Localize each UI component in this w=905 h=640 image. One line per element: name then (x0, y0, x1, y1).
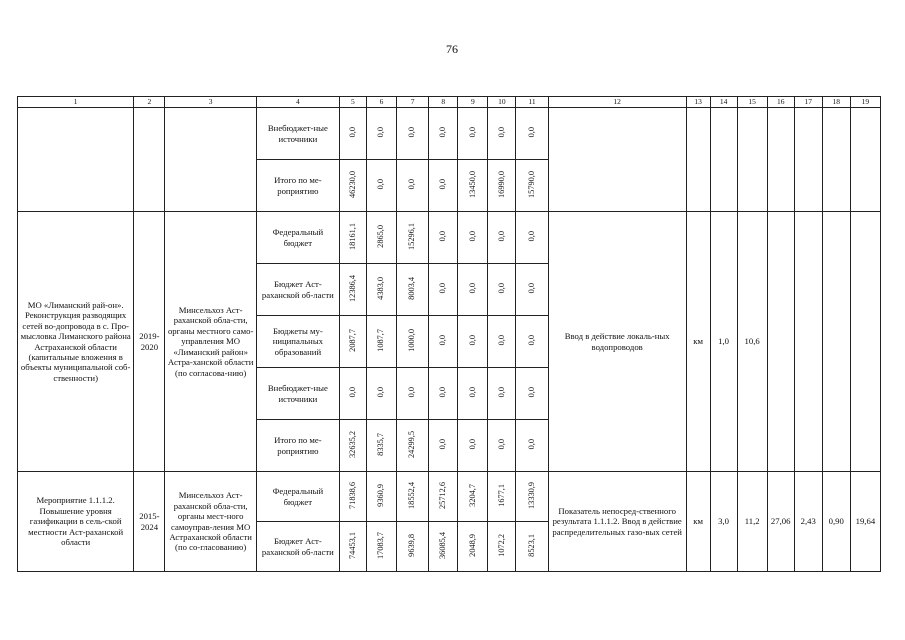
value-cell (366, 368, 396, 420)
target-value-cell: 2,43 (794, 472, 822, 572)
value-text: 18552,4 (407, 481, 417, 509)
value-cell (458, 212, 488, 264)
value-cell (516, 264, 548, 316)
value-text: 0,0 (526, 231, 536, 242)
value-cell (366, 108, 396, 160)
value-text: 74453,1 (347, 531, 357, 559)
table-body (18, 97, 881, 572)
value-cell (516, 160, 548, 212)
col-header: 18 (822, 97, 850, 108)
value-cell (339, 160, 366, 212)
table-row (18, 212, 881, 264)
value-text: 2087,7 (347, 328, 357, 352)
value-text: 0,0 (526, 283, 536, 294)
target-value-cell (794, 108, 822, 212)
executor-cell: Минсельхоз Аст-раханской обла-сти, органы мест-ного самоуправ-ления МО Астраханской области (по со-гласованию) (165, 472, 256, 572)
value-cell (339, 368, 366, 420)
value-text: 0,0 (438, 335, 448, 346)
value-text: 0,0 (496, 127, 506, 138)
value-cell (516, 522, 548, 572)
col-header: 11 (516, 97, 548, 108)
column-number-row (18, 97, 881, 108)
value-cell (397, 264, 429, 316)
value-text: 0,0 (407, 127, 417, 138)
source-label: Федеральный бюджет (256, 472, 339, 522)
object-cell: МО «Лиманский рай-он». Реконструкция разводящих сетей во-допровода в с. Про-мысловка Лиманского района Астраханской области (капитальные вложения в объекты муниципальной соб-ственности) (18, 212, 134, 472)
col-header: 16 (767, 97, 794, 108)
value-cell (488, 160, 516, 212)
table-row (18, 472, 881, 522)
target-value-cell (822, 108, 850, 212)
col-header: 6 (366, 97, 396, 108)
value-text: 0,0 (526, 335, 536, 346)
col-header: 3 (165, 97, 256, 108)
target-value-cell (767, 108, 794, 212)
value-cell (488, 316, 516, 368)
value-text: 0,0 (467, 283, 477, 294)
value-cell (397, 368, 429, 420)
value-text: 0,0 (347, 387, 357, 398)
source-label: Бюджеты му-ниципальных образований (256, 316, 339, 368)
target-value-cell (850, 212, 880, 472)
value-cell (488, 522, 516, 572)
value-cell (397, 420, 429, 472)
value-cell (339, 472, 366, 522)
value-cell (366, 420, 396, 472)
value-cell (488, 108, 516, 160)
value-cell (516, 316, 548, 368)
target-value-cell (710, 108, 737, 212)
col-header: 12 (548, 97, 686, 108)
value-cell (458, 522, 488, 572)
source-label: Бюджет Аст-раханской об-ласти (256, 522, 339, 572)
value-text: 0,0 (467, 335, 477, 346)
value-text: 8335,7 (376, 432, 386, 456)
value-cell (397, 160, 429, 212)
unit-cell: км (686, 212, 710, 472)
value-text: 0,0 (347, 127, 357, 138)
value-text: 0,0 (438, 231, 448, 242)
value-cell (458, 264, 488, 316)
value-text: 0,0 (438, 179, 448, 190)
value-text: 0,0 (438, 439, 448, 450)
period-cell: 2019-2020 (134, 212, 165, 472)
col-header: 10 (488, 97, 516, 108)
value-text: 2865,0 (376, 224, 386, 248)
value-text: 36085,4 (438, 531, 448, 559)
value-text: 17083,7 (376, 531, 386, 559)
value-text: 0,0 (526, 439, 536, 450)
value-cell (458, 420, 488, 472)
value-cell (366, 160, 396, 212)
target-value-cell (767, 212, 794, 472)
executor-cell: Минсельхоз Аст-раханской обла-сти, органы местного само-управления МО «Лиманский район» Астра-ханской области (по согласова-нию) (165, 212, 256, 472)
value-cell (366, 316, 396, 368)
value-cell (339, 108, 366, 160)
value-cell (429, 316, 458, 368)
page-number: 76 (446, 42, 458, 56)
value-text: 71838,6 (347, 481, 357, 509)
value-text: 15296,1 (407, 222, 417, 250)
value-text: 15790,0 (526, 170, 536, 198)
value-text: 0,0 (438, 127, 448, 138)
value-text: 0,0 (438, 283, 448, 294)
source-label: Внебюджет-ные источники (256, 368, 339, 420)
value-text: 13450,0 (467, 170, 477, 198)
period-cell: 2015-2024 (134, 472, 165, 572)
source-label: Бюджет Аст-раханской об-ласти (256, 264, 339, 316)
indicator-cell (548, 108, 686, 212)
source-label: Итого по ме-роприятию (256, 420, 339, 472)
value-cell (429, 522, 458, 572)
value-text: 0,0 (496, 387, 506, 398)
period-cell (134, 108, 165, 212)
value-cell (397, 108, 429, 160)
table-row (18, 108, 881, 160)
value-cell (339, 316, 366, 368)
value-cell (397, 212, 429, 264)
target-value-cell (794, 212, 822, 472)
target-value-cell: 0,90 (822, 472, 850, 572)
value-cell (458, 316, 488, 368)
value-text: 3204,7 (467, 483, 477, 507)
value-text: 1087,7 (376, 328, 386, 352)
value-cell (488, 212, 516, 264)
value-text: 32635,2 (347, 430, 357, 458)
value-cell (397, 316, 429, 368)
value-cell (366, 212, 396, 264)
value-text: 1677,1 (496, 483, 506, 507)
value-text: 0,0 (496, 231, 506, 242)
value-text: 0,0 (407, 387, 417, 398)
value-cell (516, 420, 548, 472)
value-cell (516, 472, 548, 522)
value-text: 25712,6 (438, 481, 448, 509)
value-text: 0,0 (467, 439, 477, 450)
target-value-cell: 3,0 (710, 472, 737, 572)
value-cell (488, 472, 516, 522)
value-cell (397, 522, 429, 572)
value-cell (366, 472, 396, 522)
value-cell (429, 420, 458, 472)
value-text: 16990,0 (496, 170, 506, 198)
value-text: 18161,1 (347, 222, 357, 250)
source-label: Федеральный бюджет (256, 212, 339, 264)
value-text: 0,0 (467, 231, 477, 242)
target-value-cell (737, 108, 767, 212)
col-header: 4 (256, 97, 339, 108)
value-text: 1000,0 (407, 328, 417, 352)
value-text: 0,0 (376, 387, 386, 398)
value-cell (397, 472, 429, 522)
object-cell (18, 108, 134, 212)
col-header: 19 (850, 97, 880, 108)
budget-table (17, 96, 881, 572)
value-text: 0,0 (526, 127, 536, 138)
value-text: 0,0 (496, 439, 506, 450)
value-cell (366, 264, 396, 316)
col-header: 15 (737, 97, 767, 108)
col-header: 5 (339, 97, 366, 108)
indicator-cell: Показатель непосред-ственного результата 1.1.1.2. Ввод в действие распределительных газо-вых сетей (548, 472, 686, 572)
target-value-cell (686, 108, 710, 212)
value-cell (516, 368, 548, 420)
value-cell (366, 522, 396, 572)
value-cell (516, 108, 548, 160)
value-text: 46230,0 (347, 170, 357, 198)
target-value-cell (822, 212, 850, 472)
executor-cell (165, 108, 256, 212)
col-header: 17 (794, 97, 822, 108)
value-cell (458, 160, 488, 212)
value-text: 13330,9 (526, 481, 536, 509)
value-text: 8003,4 (407, 276, 417, 300)
value-text: 24299,5 (407, 430, 417, 458)
col-header: 2 (134, 97, 165, 108)
value-cell (429, 472, 458, 522)
object-cell: Мероприятие 1.1.1.2. Повышение уровня газификации в сель-ской местности Аст-раханской области (18, 472, 134, 572)
value-cell (339, 264, 366, 316)
col-header: 8 (429, 97, 458, 108)
value-cell (339, 420, 366, 472)
value-text: 4383,0 (376, 276, 386, 300)
value-text: 1072,2 (496, 533, 506, 557)
target-value-cell: 19,64 (850, 472, 880, 572)
value-cell (339, 522, 366, 572)
value-text: 9639,8 (407, 533, 417, 557)
value-cell (488, 264, 516, 316)
col-header: 9 (458, 97, 488, 108)
value-text: 0,0 (376, 179, 386, 190)
value-cell (339, 212, 366, 264)
indicator-cell: Ввод в действие локаль-ных водопроводов (548, 212, 686, 472)
value-text: 0,0 (438, 387, 448, 398)
source-label: Внебюджет-ные источники (256, 108, 339, 160)
value-cell (458, 108, 488, 160)
value-cell (458, 368, 488, 420)
value-text: 0,0 (496, 283, 506, 294)
value-cell (516, 212, 548, 264)
value-text: 0,0 (526, 387, 536, 398)
col-header: 13 (686, 97, 710, 108)
value-text: 12386,4 (347, 274, 357, 302)
value-text: 0,0 (467, 127, 477, 138)
col-header: 14 (710, 97, 737, 108)
value-cell (488, 420, 516, 472)
value-cell (488, 368, 516, 420)
value-text: 0,0 (467, 387, 477, 398)
value-cell (429, 368, 458, 420)
unit-cell: км (686, 472, 710, 572)
target-value-cell (850, 108, 880, 212)
target-value-cell: 11,2 (737, 472, 767, 572)
target-value-cell: 10,6 (737, 212, 767, 472)
value-text: 2048,9 (467, 533, 477, 557)
target-value-cell: 27,06 (767, 472, 794, 572)
value-text: 0,0 (376, 127, 386, 138)
target-value-cell: 1,0 (710, 212, 737, 472)
col-header: 7 (397, 97, 429, 108)
value-cell (429, 264, 458, 316)
value-cell (429, 108, 458, 160)
value-cell (429, 212, 458, 264)
value-text: 8523,1 (526, 533, 536, 557)
value-text: 9360,9 (376, 483, 386, 507)
value-cell (429, 160, 458, 212)
col-header: 1 (18, 97, 134, 108)
value-text: 0,0 (496, 335, 506, 346)
value-cell (458, 472, 488, 522)
source-label: Итого по ме-роприятию (256, 160, 339, 212)
value-text: 0,0 (407, 179, 417, 190)
